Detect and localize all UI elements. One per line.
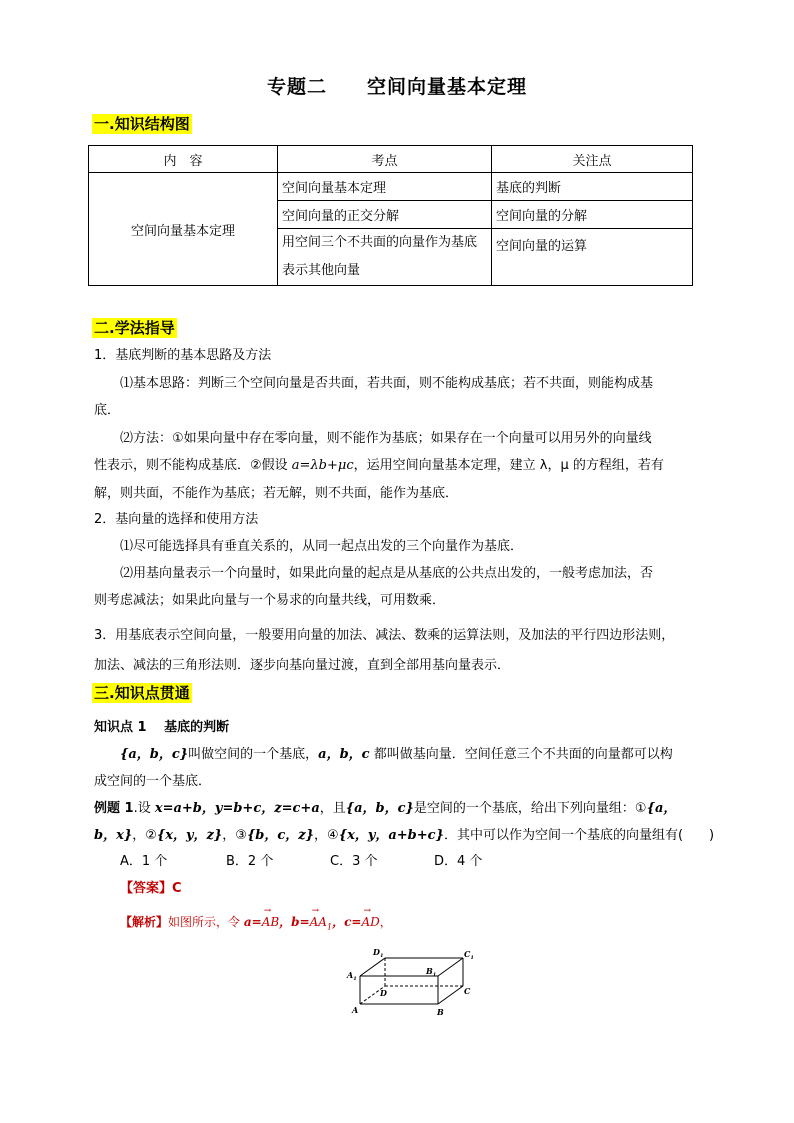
table-header-kaodian: 考点 — [278, 146, 492, 173]
solution-end: ， — [379, 915, 392, 929]
solution-line — [120, 913, 392, 931]
table-row — [89, 173, 693, 201]
table-content-cell: 空间向量基本定理 — [89, 173, 278, 286]
guide-line-6: 解，则共面，不能作为基底；若无解，则不共面，能作为基底． — [94, 486, 459, 501]
vector-aa1: AA — [309, 915, 327, 929]
example-text: 是空间的一个基底，给出下列向量组：① — [413, 801, 647, 816]
answer-line — [120, 877, 182, 896]
guide-line-7: 2．基向量的选择和使用方法 — [94, 512, 259, 527]
title-part2: 空间向量基本定理 — [367, 76, 528, 98]
example-line-1 — [94, 797, 676, 816]
table-header-content: 内 容 — [89, 146, 278, 173]
page-title — [0, 72, 794, 99]
table-header-row — [89, 146, 693, 173]
kp-line-2: 成空间的一个基底． — [94, 774, 212, 789]
kp-text: 叫做空间的一个基底， — [188, 747, 319, 762]
option-a: A．1 个 — [120, 854, 168, 869]
guide-line-10: 则考虑减法；如果此向量与一个易求的向量共线，可用数乘． — [94, 593, 446, 608]
guide-line-3: 底． — [94, 403, 121, 418]
knowledge-point-heading: 知识点 1 基底的判断 — [94, 720, 230, 735]
example-label: 例题 1 — [94, 801, 134, 816]
knowledge-table — [88, 145, 693, 286]
basis-equation: a=λb+μc — [291, 458, 354, 473]
title-part1: 专题二 — [266, 76, 327, 98]
example-text: ，② — [132, 828, 157, 843]
basis-vectors: a，b，c — [318, 747, 370, 762]
table-cell: 空间向量的正交分解 — [278, 201, 492, 229]
guide-line-5 — [94, 454, 664, 473]
guide-line-9: ⑵用基向量表示一个向量时，如果此向量的起点是从基底的公共点出发的，一般考虑加法，否 — [120, 566, 654, 581]
vector-ab: → AB — [262, 915, 279, 929]
basis-set: {a，b，c} — [120, 747, 189, 762]
table-header-guanzhu: 关注点 — [492, 146, 693, 173]
vector-ad: → AD — [361, 915, 379, 929]
label-d: D — [380, 988, 387, 998]
example-question: ．其中可以作为空间一个基底的向量组有( ) — [443, 828, 715, 843]
example-group-1a: {a， — [646, 801, 677, 816]
table-cell: 用空间三个不共面的向量作为基底表示其他向量 — [278, 229, 492, 286]
guide-line-5a: 性表示，则不能构成基底．②假设 — [94, 458, 292, 473]
option-c: C．3 个 — [330, 854, 378, 869]
solution-label: 【解析】 — [120, 915, 169, 929]
guide-line-11: 3．用基底表示空间向量，一般要用向量的加法、减法、数乘的运算法则，及加法的平行四边形法则， — [94, 628, 675, 643]
table-cell: 空间向量基本定理 — [278, 173, 492, 201]
example-definitions: x=a+b，y=b+c，z=c+a — [154, 801, 320, 816]
example-text: ，④ — [314, 828, 339, 843]
guide-line-12: 加法、减法的三角形法则．逐步向基向量过渡，直到全部用基向量表示． — [94, 658, 511, 673]
answer-label: 【答案】 — [120, 881, 173, 896]
example-group-4: {x，y，a+b+c} — [338, 828, 444, 843]
label-c1: $C_1$ — [464, 949, 474, 961]
example-text: .设 — [133, 801, 155, 816]
solution-b: ，b= — [279, 915, 310, 929]
label-a: A — [352, 1005, 359, 1015]
label-b: B — [437, 1007, 444, 1017]
example-basis: {a，b，c} — [345, 801, 414, 816]
vector-aa1-sub: 1 — [326, 922, 333, 932]
guide-line-5b: ，运用空间向量基本定理，建立 λ，μ 的方程组，若有 — [353, 458, 664, 473]
section-heading-3: 三.知识点贯通 — [94, 684, 190, 702]
guide-line-2: ⑴基本思路：判断三个空间向量是否共面，若共面，则不能构成基底；若不共面，则能构成基 — [120, 376, 654, 391]
example-group-1b: b，x} — [94, 828, 133, 843]
option-b: B．2 个 — [226, 854, 274, 869]
example-group-3: {b，c，z} — [246, 828, 315, 843]
label-d1: $D_1$ — [373, 947, 384, 959]
table-cell: 空间向量的运算 — [492, 229, 693, 286]
guide-line-1: 1．基底判断的基本思路及方法 — [94, 348, 272, 363]
example-group-2: {x，y，z} — [156, 828, 223, 843]
example-line-2 — [94, 824, 714, 843]
label-c: C — [464, 986, 471, 996]
example-text: ，且 — [319, 801, 346, 816]
example-text: ，③ — [222, 828, 247, 843]
table-cell: 基底的判断 — [492, 173, 693, 201]
section-heading-2: 二.学法指导 — [94, 319, 175, 337]
table-cell: 空间向量的分解 — [492, 201, 693, 229]
solution-c: ，c= — [332, 915, 362, 929]
answer-value: C — [172, 881, 182, 896]
label-b1: $B_1$ — [426, 966, 437, 978]
guide-line-4: ⑵方法：①如果向量中存在零向量，则不能作为基底；如果存在一个向量可以用另外的向量线 — [120, 431, 652, 446]
guide-line-8: ⑴尽可能选择具有垂直关系的，从同一起点出发的三个向量作为基底． — [120, 539, 524, 554]
option-d: D．4 个 — [434, 854, 483, 869]
solution-a: a= — [243, 915, 262, 929]
kp-text: 都叫做基向量．空间任意三个不共面的向量都可以构 — [369, 747, 673, 762]
label-a1: $A_1$ — [347, 970, 357, 982]
kp-line-1 — [120, 743, 673, 762]
solution-text: 如图所示，令 — [168, 915, 244, 929]
cuboid-figure — [340, 940, 490, 1020]
section-heading-1: 一.知识结构图 — [94, 115, 190, 133]
